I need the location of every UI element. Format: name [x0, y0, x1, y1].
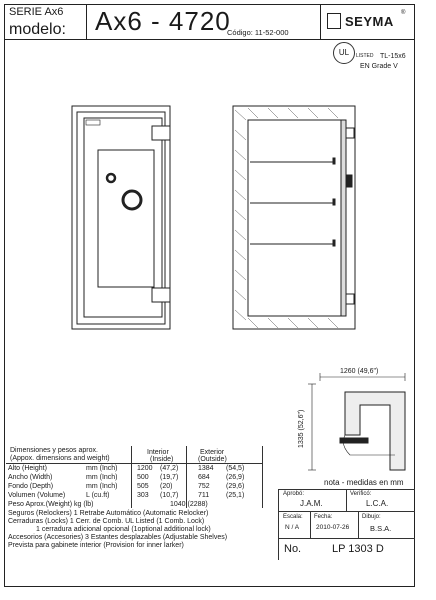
- approval-divider: [346, 489, 347, 511]
- col-exterior: Exterior: [200, 449, 225, 456]
- units-note: nota - medidas en mm: [324, 478, 404, 487]
- table-divider: [131, 446, 132, 508]
- col-exterior-sub: (Outside): [198, 456, 227, 463]
- row-exterior-mm: 711: [198, 492, 210, 499]
- approval-divider: [358, 511, 359, 538]
- table-divider: [186, 446, 187, 508]
- row-interior-inch: (20): [160, 483, 173, 490]
- row-interior-mm: 303: [137, 492, 149, 499]
- table-rule: [6, 463, 262, 464]
- number-label: No.: [284, 543, 302, 555]
- row-unit: mm (Inch): [86, 483, 118, 490]
- accessories: Accesorios (Accesories) 3 Estantes desplazables (Adjustable Shelves): [8, 534, 228, 541]
- row-label: Ancho (Width): [8, 474, 53, 481]
- date-label: Fecha:: [314, 514, 333, 520]
- row-unit: mm (Inch): [86, 465, 118, 472]
- row-interior-mm: 1200: [137, 465, 153, 472]
- registered-mark: ®: [401, 10, 406, 16]
- row-exterior-inch: (26,9): [226, 474, 245, 481]
- product-code: Código: 11-52-000: [227, 28, 289, 37]
- approval-rule: [278, 511, 415, 512]
- approval-divider: [310, 511, 311, 538]
- dims-title: Dimensiones y pesos aprox.: [10, 447, 98, 454]
- series-label: SERIE Ax6: [9, 6, 64, 18]
- locks: Cerraduras (Locks) 1 Cerr. de Comb. UL Listed (1 Comb. Lock): [8, 518, 205, 525]
- approved-value: J.A.M.: [300, 499, 323, 508]
- weight-value: 1040 (2288): [170, 501, 208, 508]
- listed-label: LISTED: [356, 53, 374, 59]
- approval-divider: [278, 489, 279, 560]
- weight-label: Peso Aprox.(Weight) kg (lb): [8, 501, 94, 508]
- plan-view: [308, 373, 405, 470]
- table-divider: [262, 446, 263, 508]
- row-interior-mm: 505: [137, 483, 149, 490]
- brand-name: SEYMA: [345, 14, 394, 29]
- model-number: Ax6 - 4720: [95, 6, 231, 36]
- row-exterior-mm: 1384: [198, 465, 214, 472]
- model-label: modelo:: [9, 21, 66, 38]
- row-interior-inch: (10,7): [160, 492, 179, 499]
- drawn-value: B.S.A.: [370, 524, 392, 533]
- row-exterior-mm: 752: [198, 483, 210, 490]
- optional-lock: 1 cerradura adicional opcional (1optional additional lock): [36, 526, 211, 533]
- side-view: [233, 106, 355, 329]
- row-interior-inch: (47,2): [160, 465, 179, 472]
- row-exterior-mm: 684: [198, 474, 210, 481]
- footprint-width: 1260 (49,6"): [340, 368, 379, 375]
- drawn-label: Dibujo:: [362, 514, 381, 520]
- row-interior-inch: (19,7): [160, 474, 179, 481]
- col-interior-sub: (Inside): [150, 456, 174, 463]
- approval-rule: [278, 538, 415, 539]
- row-label: Volumen (Volume): [8, 492, 66, 499]
- scale-value: N / A: [285, 524, 300, 531]
- row-interior-mm: 500: [137, 474, 149, 481]
- verified-value: L.C.A.: [366, 499, 389, 508]
- row-exterior-inch: (29,6): [226, 483, 245, 490]
- verified-label: Verificó:: [350, 491, 372, 497]
- row-label: Alto (Height): [8, 465, 47, 472]
- document-number: LP 1303 D: [332, 543, 384, 555]
- row-exterior-inch: (25,1): [226, 492, 245, 499]
- tl-rating: TL-15x6: [380, 53, 406, 60]
- row-unit: mm (Inch): [86, 474, 118, 481]
- ul-certification-icon: UL: [333, 42, 355, 64]
- row-unit: L (cu.ft): [86, 492, 110, 499]
- dims-subtitle: (Appox. dimensions and weight): [10, 455, 110, 462]
- footprint-depth: 1335 (52,6"): [298, 409, 305, 448]
- inner-locker: Prevista para gabinete interior (Provision for inner larker): [8, 542, 184, 549]
- date-value: 2010-07-26: [316, 524, 350, 531]
- relockers: Seguros (Relockers) 1 Retrabe Automático (Automatic Relocker): [8, 510, 209, 517]
- en-grade: EN Grade V: [360, 63, 398, 70]
- front-view: [72, 106, 170, 329]
- row-exterior-inch: (54,5): [226, 465, 245, 472]
- approved-label: Aprobó:: [283, 491, 305, 497]
- row-label: Fondo (Depth): [8, 483, 54, 490]
- scale-label: Escala:: [283, 514, 303, 520]
- col-interior: Interior: [147, 449, 169, 456]
